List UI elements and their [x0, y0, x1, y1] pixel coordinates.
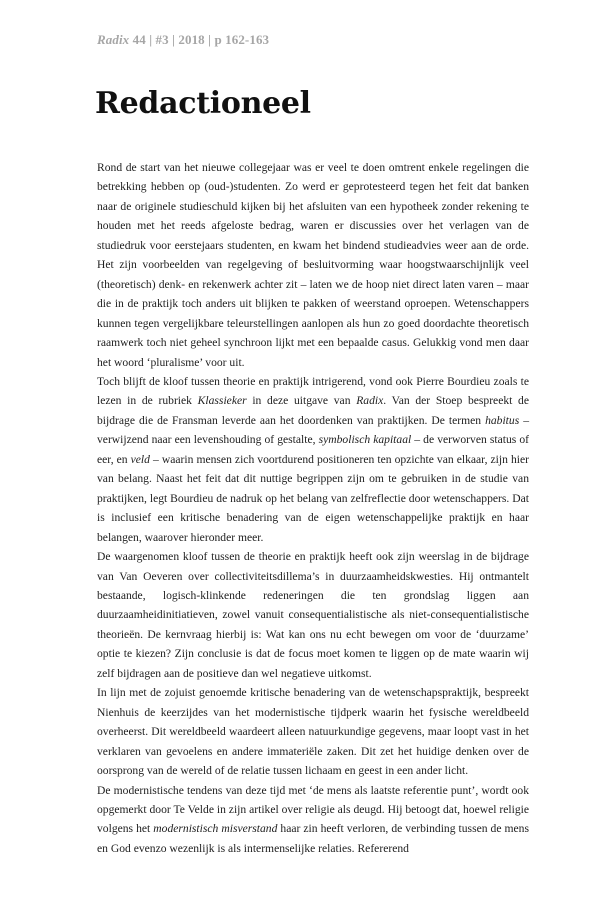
- text-run: – verwijzend naar een levenshouding of gestalte,: [97, 413, 529, 447]
- issue-meta: 44 | #3 | 2018 | p 162-163: [132, 32, 270, 47]
- text-run: haar zin heeft verloren, de verbinding tussen de mens en God evenzo wezenlijk is als intermenselijke relaties. Refererend: [97, 822, 529, 855]
- text-run: – waarin mensen zich voortdurend positioneren ten opzichte van elkaar, zijn hier van belang. Naast het feit dat dit nuttige begrippen zijn om te gebruiken in de studie van praktijken, legt Bourdieu de nadruk op het belang van zelfreflectie door wetenschappers. Dat is inclusief een kritische benadering van de eigen wetenschappelijke praktijk en haar belangen, waarover hieronder meer.: [97, 452, 529, 544]
- italic-term: symbolisch kapitaal: [318, 433, 412, 447]
- journal-name: Radix: [97, 32, 130, 47]
- article-body: [97, 158, 529, 858]
- text-run: in deze uitgave van: [246, 394, 357, 408]
- italic-term: Klassieker: [197, 394, 247, 408]
- paragraph: [97, 781, 529, 859]
- italic-term: habitus: [485, 413, 520, 427]
- running-head: [97, 32, 269, 48]
- text-run: Rond de start van het nieuwe collegejaar was er veel te doen omtrent enkele regelingen die betrekking hebben op (oud-)studenten. Zo werd er geprotesteerd tegen het feit dat banken naar de originele studieschuld kijken bij het afsluiten van een hypotheek zonder rekening te houden met het reeds afgeloste bedrag, waren er discussies over het verlagen van de studiedruk voor eerstejaars studenten, en kwam het bindend studieadvies weer aan de orde. Het zijn voorbeelden van regelgeving of besluitvorming waar hoogstwaarschijnlijk veel (theoretisch) denk- en rekenwerk achter zit – laten we de hoop niet direct laten varen – maar die in de praktijk toch anders uit blijken te pakken of weerstand oproepen. Wetenschappers kunnen tegen vergelijkbare teleurstellingen aanlopen als hun zo goed doordachte theoretisch raamwerk toch niet geheel synchroon lijkt met een bepaalde casus. Gelukkig vond men daar het woord ‘pluralisme’ voor uit.: [97, 161, 529, 369]
- paragraph: [97, 372, 529, 547]
- text-run: In lijn met de zojuist genoemde kritische benadering van de wetenschapspraktijk, bespreekt Nienhuis de keerzijdes van het modernistische tijdperk waarin het fysische wereldbeeld overheerst. Dit wereldbeeld waardeert alleen natuurkundige gegevens, maar loopt vast in het verklaren van gevoelens en andere immateriële zaken. Dit zet het huidige denken over de oorsprong van de wereld of de relatie tussen lichaam en geest in een ander licht.: [97, 686, 529, 778]
- italic-term: veld: [130, 452, 150, 466]
- paragraph: [97, 547, 529, 683]
- text-run: . Van der Stoep bespreekt de bijdrage die de Fransman leverde aan het doordenken van praktijken. De termen: [97, 394, 529, 427]
- text-run: De modernistische tendens van deze tijd met ‘de mens als laatste referentie punt’, wordt ook opgemerkt door Te Velde in zijn artikel over religie als deugd. Hij betoogt dat, hoewel religie volgens het: [97, 783, 529, 836]
- text-run: – de verworven status of eer, en: [97, 433, 529, 466]
- italic-term: Radix: [356, 394, 384, 408]
- text-run: De waargenomen kloof tussen de theorie en praktijk heeft ook zijn weerslag in de bijdrage van Van Oeveren over collectiviteitsdillema’s in duurzaamheidskwesties. Hij ontmantelt bestaande, logisch-klinkende redeneringen die ten grondslag liggen aan duurzaamheidinitiatieven, zowel vanuit consequentialistische als niet-consequentialistische theorieën. De kernvraag hierbij is: Wat kan ons nu echt bewegen om voor de ‘duurzame’ optie te kiezen? Zijn conclusie is dat de focus moet komen te liggen op de mate waarin wij zelf bijdragen aan de positieve dan wel negatieve uitkomst.: [97, 550, 529, 680]
- text-run: Toch blijft de kloof tussen theorie en praktijk intrigerend, vond ook Pierre Bourdieu zoals te lezen in de rubriek: [97, 374, 529, 408]
- paragraph: [97, 683, 529, 780]
- article-title: Redactioneel: [95, 86, 311, 121]
- italic-term: modernistisch misverstand: [153, 822, 278, 836]
- paragraph: [97, 158, 529, 372]
